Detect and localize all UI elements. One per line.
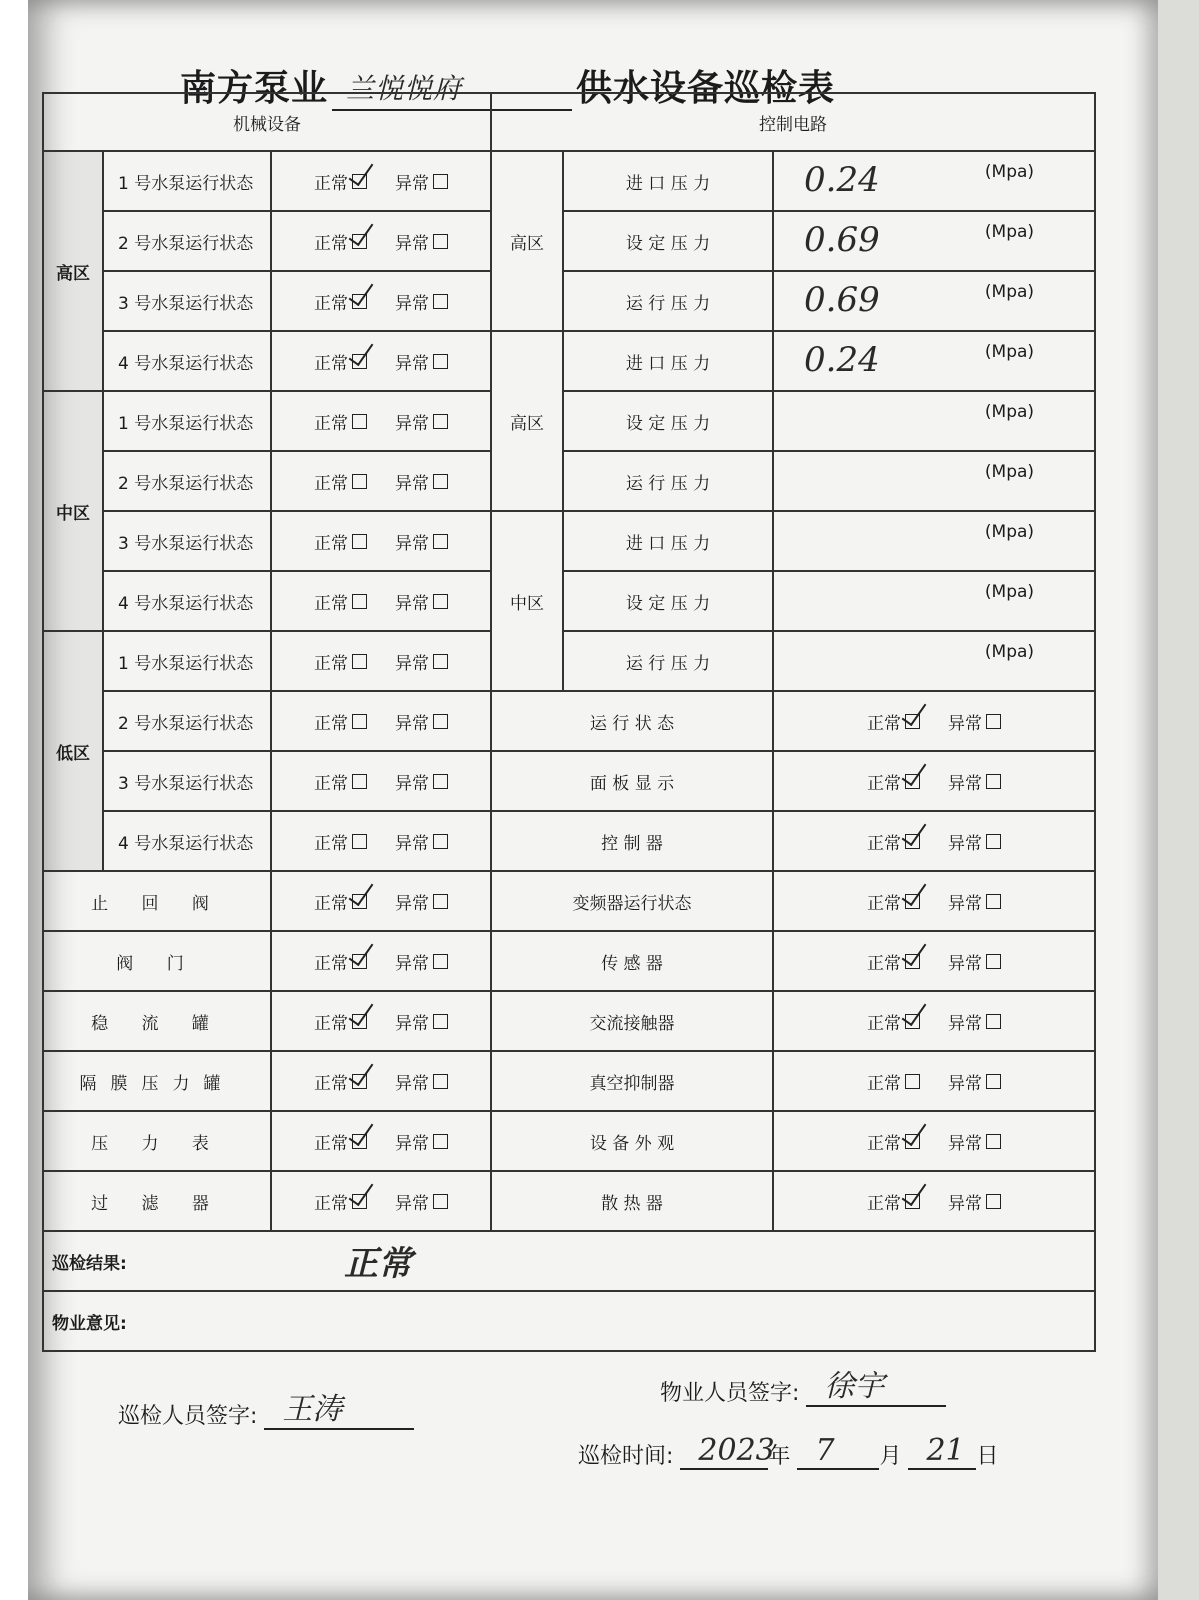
pressure-value-cell[interactable] bbox=[773, 331, 1095, 391]
zone-label: 中区 bbox=[43, 391, 103, 631]
mech-item-status bbox=[271, 1051, 491, 1111]
month-value: 7 bbox=[815, 1433, 835, 1468]
pump-status-cell bbox=[271, 631, 491, 691]
mech-row bbox=[43, 871, 1095, 931]
pump-status-cell bbox=[271, 811, 491, 871]
pressure-label: 设 定 压 力 bbox=[563, 211, 773, 271]
mech-item-status bbox=[271, 931, 491, 991]
normal-label: 正常 bbox=[867, 1133, 902, 1154]
pressure-unit: (Mpa) bbox=[984, 162, 1035, 182]
normal-label: 正常 bbox=[314, 1193, 348, 1214]
control-item-status bbox=[773, 751, 1095, 811]
pump-status-cell bbox=[271, 571, 491, 631]
normal-checkbox[interactable] bbox=[905, 954, 920, 969]
normal-label: 正常 bbox=[314, 293, 348, 314]
normal-checkbox[interactable] bbox=[352, 1014, 367, 1029]
abnormal-checkbox[interactable] bbox=[433, 1134, 448, 1149]
pump-label: 3 号水泵运行状态 bbox=[103, 511, 271, 571]
control-item-label: 运 行 状 态 bbox=[491, 691, 773, 751]
mech-item-status bbox=[271, 1111, 491, 1171]
normal-label: 正常 bbox=[867, 833, 902, 854]
date-label: 巡检时间: bbox=[578, 1444, 674, 1469]
normal-checkbox[interactable] bbox=[352, 534, 367, 549]
zone-label: 高区 bbox=[43, 151, 103, 391]
mech-item-label: 阀 门 bbox=[43, 931, 271, 991]
control-item-label: 面 板 显 示 bbox=[491, 751, 773, 811]
inspection-table bbox=[42, 92, 1096, 1352]
abnormal-checkbox[interactable] bbox=[433, 354, 448, 369]
normal-label: 正常 bbox=[867, 953, 902, 974]
abnormal-checkbox[interactable] bbox=[986, 1134, 1001, 1149]
pump-status-cell bbox=[271, 151, 491, 211]
control-zone-label: 中区 bbox=[491, 511, 563, 691]
property-name: 徐宇 bbox=[824, 1369, 885, 1404]
pump-row bbox=[43, 811, 1095, 871]
title-prefix: 南方泵业 bbox=[180, 68, 329, 109]
abnormal-checkbox[interactable] bbox=[986, 894, 1001, 909]
abnormal-checkbox[interactable] bbox=[986, 1014, 1001, 1029]
normal-label: 正常 bbox=[314, 173, 348, 194]
pump-label: 3 号水泵运行状态 bbox=[103, 751, 271, 811]
control-item-status bbox=[773, 931, 1095, 991]
abnormal-label: 异常 bbox=[395, 173, 429, 194]
normal-checkbox[interactable] bbox=[352, 1074, 367, 1089]
abnormal-label: 异常 bbox=[395, 353, 429, 374]
property-signature-field[interactable] bbox=[806, 1369, 946, 1407]
opinion-cell[interactable] bbox=[43, 1291, 1095, 1351]
pressure-label: 运 行 压 力 bbox=[563, 451, 773, 511]
abnormal-label: 异常 bbox=[395, 893, 429, 914]
inspector-label: 巡检人员签字: bbox=[118, 1404, 258, 1429]
control-zone-label: 高区 bbox=[491, 331, 563, 511]
opinion-row bbox=[43, 1291, 1095, 1351]
pressure-value-cell[interactable] bbox=[773, 571, 1095, 631]
pump-status-cell bbox=[271, 451, 491, 511]
mech-item-status bbox=[271, 991, 491, 1051]
normal-checkbox[interactable] bbox=[905, 894, 920, 909]
normal-label: 正常 bbox=[867, 713, 902, 734]
pump-row bbox=[43, 151, 1095, 211]
pump-row bbox=[43, 571, 1095, 631]
pump-label: 4 号水泵运行状态 bbox=[103, 811, 271, 871]
mech-row bbox=[43, 931, 1095, 991]
normal-label: 正常 bbox=[314, 713, 348, 734]
pump-label: 2 号水泵运行状态 bbox=[103, 451, 271, 511]
normal-checkbox[interactable] bbox=[352, 234, 367, 249]
mech-item-label: 隔膜压力罐 bbox=[43, 1051, 271, 1111]
normal-label: 正常 bbox=[314, 1133, 348, 1154]
pressure-label: 进 口 压 力 bbox=[563, 511, 773, 571]
abnormal-checkbox[interactable] bbox=[433, 1194, 448, 1209]
pressure-value: 0.69 bbox=[804, 220, 880, 260]
pump-row bbox=[43, 211, 1095, 271]
inspection-date bbox=[578, 1433, 999, 1470]
result-cell[interactable] bbox=[43, 1231, 1095, 1291]
property-label: 物业人员签字: bbox=[660, 1381, 800, 1406]
pressure-value-cell[interactable] bbox=[773, 391, 1095, 451]
control-item-label: 变频器运行状态 bbox=[491, 871, 773, 931]
abnormal-checkbox[interactable] bbox=[433, 1014, 448, 1029]
control-item-label: 交流接触器 bbox=[491, 991, 773, 1051]
pressure-unit: (Mpa) bbox=[984, 342, 1035, 362]
zone-label: 低区 bbox=[43, 631, 103, 871]
abnormal-checkbox[interactable] bbox=[433, 234, 448, 249]
abnormal-checkbox[interactable] bbox=[433, 294, 448, 309]
result-row bbox=[43, 1231, 1095, 1291]
normal-label: 正常 bbox=[314, 473, 348, 494]
abnormal-checkbox[interactable] bbox=[986, 954, 1001, 969]
day-value: 21 bbox=[926, 1433, 965, 1468]
mech-item-label: 稳 流 罐 bbox=[43, 991, 271, 1051]
normal-label: 正常 bbox=[314, 1013, 348, 1034]
pressure-value-cell[interactable] bbox=[773, 451, 1095, 511]
pressure-value: 0.24 bbox=[804, 340, 880, 380]
abnormal-label: 异常 bbox=[948, 713, 983, 734]
normal-label: 正常 bbox=[867, 1073, 902, 1094]
abnormal-label: 异常 bbox=[948, 1193, 983, 1214]
abnormal-checkbox[interactable] bbox=[433, 414, 448, 429]
normal-label: 正常 bbox=[314, 533, 348, 554]
abnormal-checkbox[interactable] bbox=[433, 894, 448, 909]
control-item-label: 设 备 外 观 bbox=[491, 1111, 773, 1171]
pressure-value-cell[interactable] bbox=[773, 631, 1095, 691]
abnormal-checkbox[interactable] bbox=[986, 1194, 1001, 1209]
pressure-unit: (Mpa) bbox=[984, 642, 1035, 662]
normal-checkbox[interactable] bbox=[905, 1014, 920, 1029]
mech-row bbox=[43, 1171, 1095, 1231]
pump-status-cell bbox=[271, 391, 491, 451]
abnormal-checkbox[interactable] bbox=[433, 714, 448, 729]
mech-item-status bbox=[271, 1171, 491, 1231]
abnormal-label: 异常 bbox=[395, 1073, 429, 1094]
abnormal-label: 异常 bbox=[948, 1133, 983, 1154]
pressure-label: 运 行 压 力 bbox=[563, 631, 773, 691]
normal-checkbox[interactable] bbox=[905, 1074, 920, 1089]
normal-checkbox[interactable] bbox=[352, 354, 367, 369]
pump-row bbox=[43, 331, 1095, 391]
control-item-status bbox=[773, 1051, 1095, 1111]
abnormal-label: 异常 bbox=[395, 833, 429, 854]
normal-label: 正常 bbox=[314, 233, 348, 254]
inspector-signature bbox=[118, 1392, 414, 1430]
abnormal-checkbox[interactable] bbox=[433, 654, 448, 669]
pump-label: 3 号水泵运行状态 bbox=[103, 271, 271, 331]
normal-checkbox[interactable] bbox=[352, 1194, 367, 1209]
abnormal-label: 异常 bbox=[395, 473, 429, 494]
pump-row bbox=[43, 271, 1095, 331]
control-item-label: 散 热 器 bbox=[491, 1171, 773, 1231]
property-signature bbox=[660, 1369, 946, 1407]
inspector-signature-field[interactable] bbox=[264, 1392, 414, 1430]
control-item-label: 控 制 器 bbox=[491, 811, 773, 871]
header-row bbox=[43, 93, 1095, 151]
control-item-status bbox=[773, 871, 1095, 931]
year-unit: 年 bbox=[768, 1444, 791, 1469]
normal-checkbox[interactable] bbox=[352, 414, 367, 429]
abnormal-label: 异常 bbox=[948, 893, 983, 914]
normal-label: 正常 bbox=[314, 593, 348, 614]
abnormal-label: 异常 bbox=[395, 653, 429, 674]
normal-checkbox[interactable] bbox=[352, 294, 367, 309]
abnormal-label: 异常 bbox=[395, 1193, 429, 1214]
normal-label: 正常 bbox=[314, 833, 348, 854]
mech-item-status bbox=[271, 871, 491, 931]
normal-checkbox[interactable] bbox=[352, 1134, 367, 1149]
control-item-label: 真空抑制器 bbox=[491, 1051, 773, 1111]
normal-label: 正常 bbox=[867, 773, 902, 794]
result-label: 巡检结果: bbox=[52, 1253, 127, 1274]
abnormal-checkbox[interactable] bbox=[433, 834, 448, 849]
mechanical-header: 机械设备 bbox=[43, 93, 491, 151]
abnormal-label: 异常 bbox=[395, 413, 429, 434]
normal-label: 正常 bbox=[314, 413, 348, 434]
pump-label: 2 号水泵运行状态 bbox=[103, 691, 271, 751]
pump-status-cell bbox=[271, 691, 491, 751]
normal-checkbox[interactable] bbox=[352, 594, 367, 609]
mech-item-label: 压 力 表 bbox=[43, 1111, 271, 1171]
abnormal-checkbox[interactable] bbox=[433, 174, 448, 189]
year-value: 2023 bbox=[698, 1433, 775, 1468]
pressure-value-cell[interactable] bbox=[773, 271, 1095, 331]
month-field[interactable] bbox=[797, 1433, 879, 1470]
month-unit: 月 bbox=[879, 1444, 902, 1469]
pump-label: 1 号水泵运行状态 bbox=[103, 631, 271, 691]
result-value: 正常 bbox=[344, 1244, 412, 1284]
normal-checkbox[interactable] bbox=[352, 834, 367, 849]
pump-label: 1 号水泵运行状态 bbox=[103, 151, 271, 211]
pump-row bbox=[43, 451, 1095, 511]
pump-row bbox=[43, 391, 1095, 451]
control-item-status bbox=[773, 991, 1095, 1051]
normal-label: 正常 bbox=[314, 893, 348, 914]
normal-checkbox[interactable] bbox=[352, 474, 367, 489]
normal-checkbox[interactable] bbox=[905, 714, 920, 729]
mech-item-label: 止 回 阀 bbox=[43, 871, 271, 931]
control-item-status bbox=[773, 1111, 1095, 1171]
pressure-unit: (Mpa) bbox=[984, 462, 1035, 482]
normal-checkbox[interactable] bbox=[905, 774, 920, 789]
pressure-unit: (Mpa) bbox=[984, 402, 1035, 422]
pump-label: 4 号水泵运行状态 bbox=[103, 571, 271, 631]
abnormal-label: 异常 bbox=[395, 1133, 429, 1154]
pump-row bbox=[43, 751, 1095, 811]
abnormal-checkbox[interactable] bbox=[986, 774, 1001, 789]
pressure-unit: (Mpa) bbox=[984, 282, 1035, 302]
control-item-label: 传 感 器 bbox=[491, 931, 773, 991]
abnormal-label: 异常 bbox=[948, 1013, 983, 1034]
pump-status-cell bbox=[271, 511, 491, 571]
year-field[interactable] bbox=[680, 1433, 775, 1470]
normal-label: 正常 bbox=[314, 953, 348, 974]
normal-label: 正常 bbox=[867, 1193, 902, 1214]
abnormal-label: 异常 bbox=[395, 593, 429, 614]
abnormal-checkbox[interactable] bbox=[433, 774, 448, 789]
normal-checkbox[interactable] bbox=[905, 834, 920, 849]
pump-label: 2 号水泵运行状态 bbox=[103, 211, 271, 271]
abnormal-checkbox[interactable] bbox=[433, 954, 448, 969]
pump-status-cell bbox=[271, 751, 491, 811]
abnormal-checkbox[interactable] bbox=[433, 1074, 448, 1089]
pressure-unit: (Mpa) bbox=[984, 522, 1035, 542]
pressure-value: 0.24 bbox=[804, 160, 880, 200]
pressure-value-cell[interactable] bbox=[773, 211, 1095, 271]
pump-status-cell bbox=[271, 331, 491, 391]
mech-row bbox=[43, 1111, 1095, 1171]
pressure-value-cell[interactable] bbox=[773, 511, 1095, 571]
abnormal-checkbox[interactable] bbox=[986, 1074, 1001, 1089]
abnormal-checkbox[interactable] bbox=[986, 714, 1001, 729]
abnormal-label: 异常 bbox=[948, 953, 983, 974]
normal-checkbox[interactable] bbox=[352, 774, 367, 789]
day-field[interactable] bbox=[908, 1433, 976, 1470]
pressure-label: 进 口 压 力 bbox=[563, 331, 773, 391]
normal-checkbox[interactable] bbox=[352, 954, 367, 969]
control-item-status bbox=[773, 1171, 1095, 1231]
normal-checkbox[interactable] bbox=[352, 654, 367, 669]
normal-label: 正常 bbox=[314, 773, 348, 794]
pressure-label: 设 定 压 力 bbox=[563, 391, 773, 451]
day-unit: 日 bbox=[976, 1444, 999, 1469]
pressure-unit: (Mpa) bbox=[984, 582, 1035, 602]
pressure-value: 0.69 bbox=[804, 280, 880, 320]
abnormal-label: 异常 bbox=[948, 833, 983, 854]
normal-checkbox[interactable] bbox=[352, 714, 367, 729]
pressure-label: 进 口 压 力 bbox=[563, 151, 773, 211]
normal-checkbox[interactable] bbox=[352, 894, 367, 909]
abnormal-label: 异常 bbox=[395, 533, 429, 554]
normal-label: 正常 bbox=[314, 653, 348, 674]
control-item-status bbox=[773, 811, 1095, 871]
abnormal-label: 异常 bbox=[395, 293, 429, 314]
background-edge bbox=[1158, 0, 1199, 1600]
pressure-label: 运 行 压 力 bbox=[563, 271, 773, 331]
abnormal-label: 异常 bbox=[395, 1013, 429, 1034]
normal-label: 正常 bbox=[314, 1073, 348, 1094]
abnormal-label: 异常 bbox=[948, 1073, 983, 1094]
abnormal-label: 异常 bbox=[395, 953, 429, 974]
normal-checkbox[interactable] bbox=[905, 1194, 920, 1209]
mech-item-label: 过 滤 器 bbox=[43, 1171, 271, 1231]
control-zone-label: 高区 bbox=[491, 151, 563, 331]
control-header: 控制电路 bbox=[491, 93, 1095, 151]
normal-checkbox[interactable] bbox=[352, 174, 367, 189]
pressure-unit: (Mpa) bbox=[984, 222, 1035, 242]
abnormal-checkbox[interactable] bbox=[433, 534, 448, 549]
pump-label: 4 号水泵运行状态 bbox=[103, 331, 271, 391]
normal-label: 正常 bbox=[867, 893, 902, 914]
pump-status-cell bbox=[271, 211, 491, 271]
pump-row bbox=[43, 631, 1095, 691]
pressure-label: 设 定 压 力 bbox=[563, 571, 773, 631]
abnormal-label: 异常 bbox=[395, 713, 429, 734]
pump-row bbox=[43, 691, 1095, 751]
abnormal-checkbox[interactable] bbox=[433, 474, 448, 489]
abnormal-checkbox[interactable] bbox=[986, 834, 1001, 849]
pump-status-cell bbox=[271, 271, 491, 331]
mech-row bbox=[43, 991, 1095, 1051]
project-name-handwritten: 兰悦悦府 bbox=[346, 72, 463, 105]
normal-checkbox[interactable] bbox=[905, 1134, 920, 1149]
pressure-value-cell[interactable] bbox=[773, 151, 1095, 211]
title-suffix: 供水设备巡检表 bbox=[576, 68, 836, 109]
control-item-status bbox=[773, 691, 1095, 751]
pump-label: 1 号水泵运行状态 bbox=[103, 391, 271, 451]
mech-row bbox=[43, 1051, 1095, 1111]
pump-row bbox=[43, 511, 1095, 571]
normal-label: 正常 bbox=[867, 1013, 902, 1034]
opinion-label: 物业意见: bbox=[52, 1313, 127, 1334]
abnormal-label: 异常 bbox=[395, 233, 429, 254]
abnormal-label: 异常 bbox=[395, 773, 429, 794]
normal-label: 正常 bbox=[314, 353, 348, 374]
abnormal-label: 异常 bbox=[948, 773, 983, 794]
abnormal-checkbox[interactable] bbox=[433, 594, 448, 609]
inspector-name: 王涛 bbox=[282, 1392, 343, 1427]
